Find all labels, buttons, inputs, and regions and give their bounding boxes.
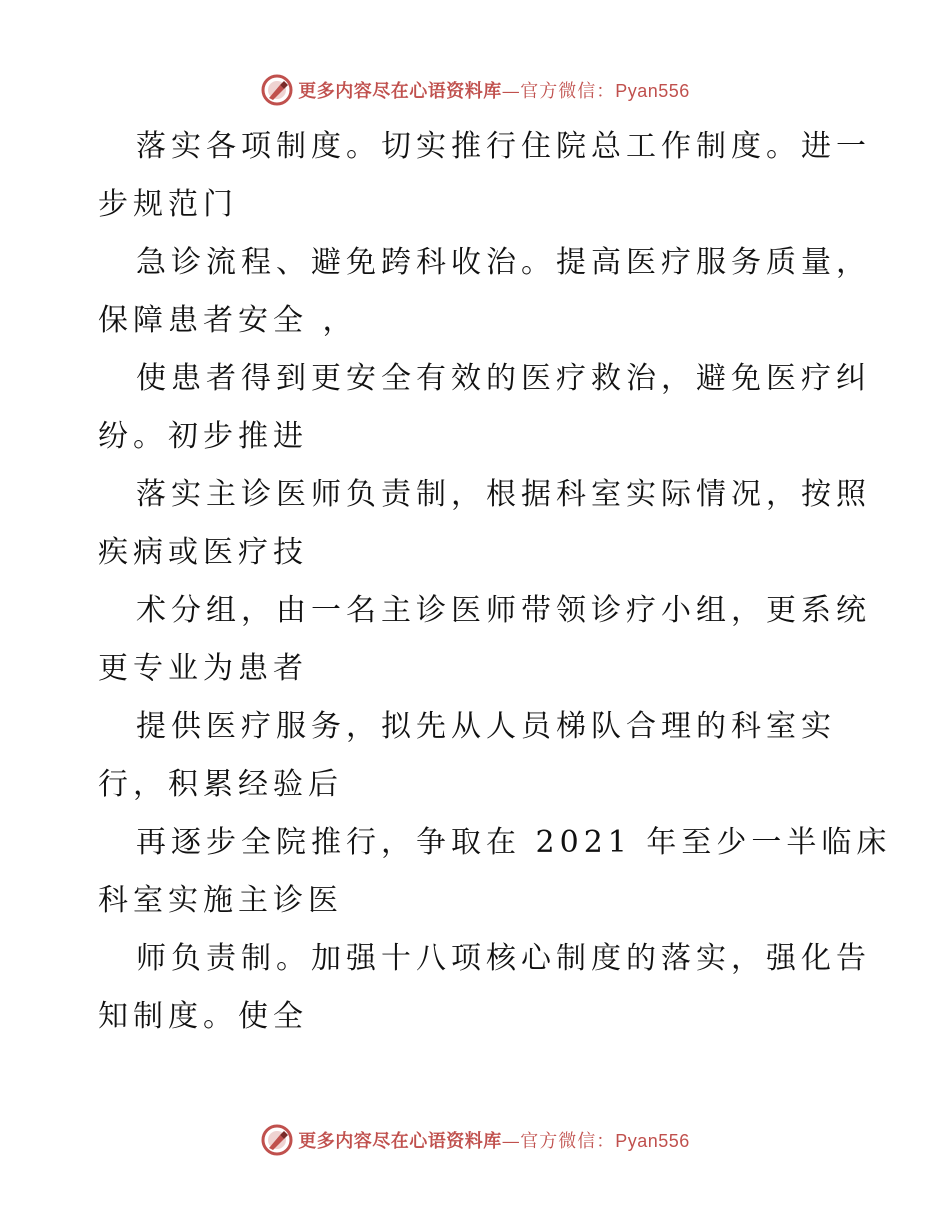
banner-brand: 更多内容尽在心语资料库	[298, 1131, 502, 1152]
footer-banner	[0, 1120, 950, 1160]
paragraph-line: 使患者得到更安全有效的医疗救治，避免医疗纠	[136, 361, 871, 396]
paragraph	[98, 466, 871, 582]
paragraph	[98, 234, 871, 350]
paragraph-line: 落实各项制度。切实推行住院总工作制度。进一	[136, 129, 871, 164]
paragraph-line: 纷。初步推进	[98, 419, 308, 454]
document-body	[98, 118, 892, 1046]
paragraph-line: 更专业为患者	[98, 651, 308, 686]
paragraph-line: 师负责制。加强十八项核心制度的落实，强化告	[136, 941, 871, 976]
banner-text	[298, 1127, 690, 1153]
paragraph-line: 疾病或医疗技	[98, 535, 308, 570]
header-banner	[0, 70, 950, 110]
banner-text	[298, 77, 690, 103]
paragraph-line: 急诊流程、避免跨科收治。提高医疗服务质量，	[136, 245, 871, 280]
paragraph	[98, 118, 871, 234]
paragraph	[98, 582, 871, 698]
banner-wechat-label: 官方微信：	[520, 1131, 616, 1152]
paragraph-line: 术分组，由一名主诊医师带领诊疗小组，更系统	[136, 593, 871, 628]
pen-nib-circle-icon	[260, 73, 294, 107]
paragraph	[98, 814, 892, 930]
banner-separator: —	[501, 1131, 521, 1152]
paragraph-line: 提供医疗服务，拟先从人员梯队合理的科室实	[136, 709, 836, 744]
paragraph-line: 知制度。使全	[98, 999, 308, 1034]
paragraph-line: 步规范门	[98, 187, 238, 222]
banner-wechat-id: Pyan556	[615, 81, 690, 101]
paragraph	[98, 698, 858, 814]
paragraph	[98, 930, 871, 1046]
paragraph-line: 保障患者安全 ，	[98, 303, 358, 338]
pen-nib-circle-icon	[260, 1123, 294, 1157]
banner-separator: —	[501, 81, 521, 102]
paragraph-line: 行，积累经验后	[98, 767, 343, 802]
banner-wechat-label: 官方微信：	[520, 81, 616, 102]
paragraph	[98, 350, 871, 466]
paragraph-line: 落实主诊医师负责制，根据科室实际情况，按照	[136, 477, 871, 512]
banner-wechat-id: Pyan556	[615, 1131, 690, 1151]
paragraph-line: 科室实施主诊医	[98, 883, 343, 918]
paragraph-line: 再逐步全院推行，争取在 2021 年至少一半临床	[136, 825, 892, 860]
banner-brand: 更多内容尽在心语资料库	[298, 81, 502, 102]
